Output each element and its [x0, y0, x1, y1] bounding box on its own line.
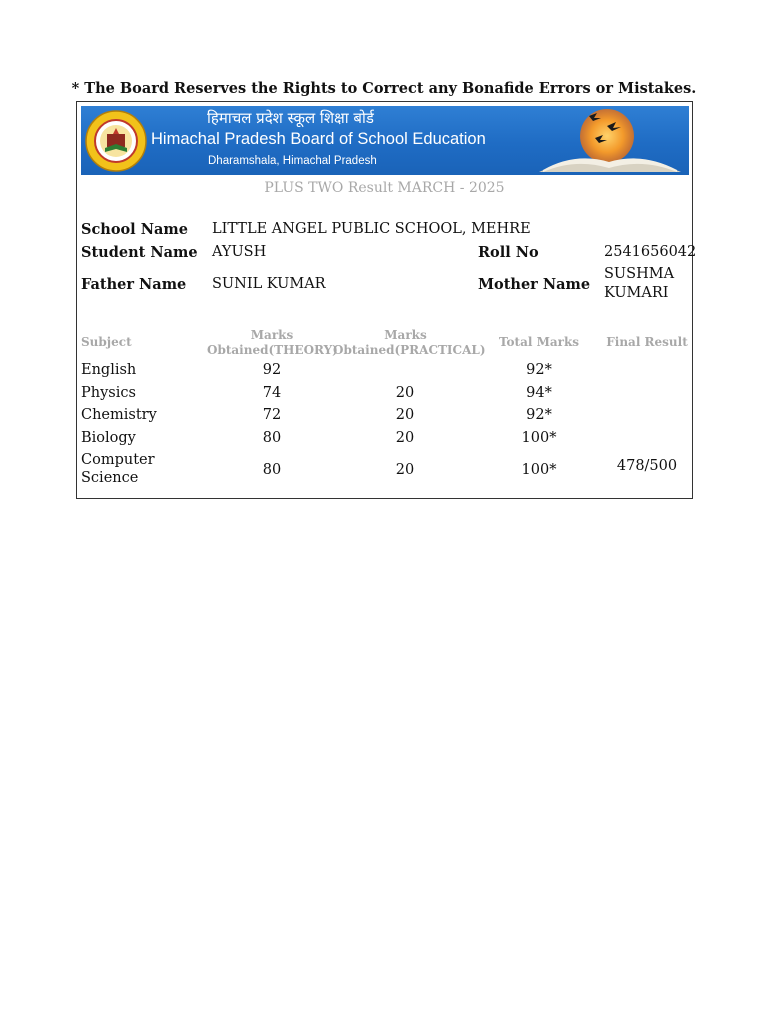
row-theory-chemistry: 72 [262, 407, 282, 423]
row-subject-english: English [81, 362, 137, 378]
theory-header-line1: Marks [250, 328, 294, 342]
row-total-biology: 100* [521, 430, 557, 446]
row-practical-physics: 20 [395, 385, 415, 401]
mother-name-value-line2: KUMARI [604, 285, 669, 301]
practical-header-line2: Obtained(PRACTICAL) [333, 343, 486, 357]
row-theory-physics: 74 [262, 385, 282, 401]
row-total-chemistry: 92* [526, 407, 552, 423]
board-name: Himachal Pradesh Board of School Education [151, 130, 486, 148]
student-name-label: Student Name [81, 244, 198, 261]
total-marks-header: Total Marks [498, 335, 580, 349]
school-name-label: School Name [81, 221, 188, 238]
row-theory-english: 92 [262, 362, 282, 378]
row-subject-computer-line2: Science [81, 470, 139, 486]
row-theory-biology: 80 [262, 430, 282, 446]
practical-header-line1: Marks [384, 328, 427, 342]
father-name-label: Father Name [81, 276, 187, 293]
mother-name-label: Mother Name [478, 276, 591, 293]
disclaimer-notice: * The Board Reserves the Rights to Correct any Bonafide Errors or Mistakes. [71, 80, 697, 97]
school-name-value: LITTLE ANGEL PUBLIC SCHOOL, MEHRE [212, 221, 531, 237]
practical-header [333, 328, 486, 358]
final-result-header: Final Result [606, 335, 688, 349]
row-total-computer: 100* [521, 462, 557, 478]
row-theory-computer: 80 [262, 462, 282, 478]
row-total-english: 92* [526, 362, 552, 378]
roll-no-value: 2541656042 [604, 244, 697, 260]
row-subject-computer-line1: Computer [81, 452, 155, 468]
theory-header [207, 328, 337, 358]
student-name-value: AYUSH [212, 244, 267, 260]
row-subject-physics: Physics [81, 385, 136, 401]
final-result-value: 478/500 [616, 458, 678, 474]
theory-header-line2: Obtained(THEORY) [207, 343, 338, 357]
board-location: Dharamshala, Himachal Pradesh [208, 155, 377, 167]
row-practical-computer: 20 [395, 462, 415, 478]
board-logo-icon [85, 110, 147, 172]
row-total-physics: 94* [526, 385, 552, 401]
board-banner [81, 106, 689, 175]
board-name-hindi: हिमाचल प्रदेश स्कूल शिक्षा बोर्ड [207, 109, 374, 127]
result-card [76, 101, 697, 499]
row-subject-chemistry: Chemistry [81, 407, 157, 423]
mother-name-value-line1: SUSHMA [604, 266, 675, 282]
row-practical-chemistry: 20 [395, 407, 415, 423]
result-title: PLUS TWO Result MARCH - 2025 [264, 180, 505, 196]
open-book-sun-icon [529, 106, 689, 175]
row-subject-biology: Biology [81, 430, 136, 446]
subject-header: Subject [81, 335, 132, 349]
roll-no-label: Roll No [478, 244, 539, 261]
father-name-value: SUNIL KUMAR [212, 276, 326, 292]
row-practical-biology: 20 [395, 430, 415, 446]
